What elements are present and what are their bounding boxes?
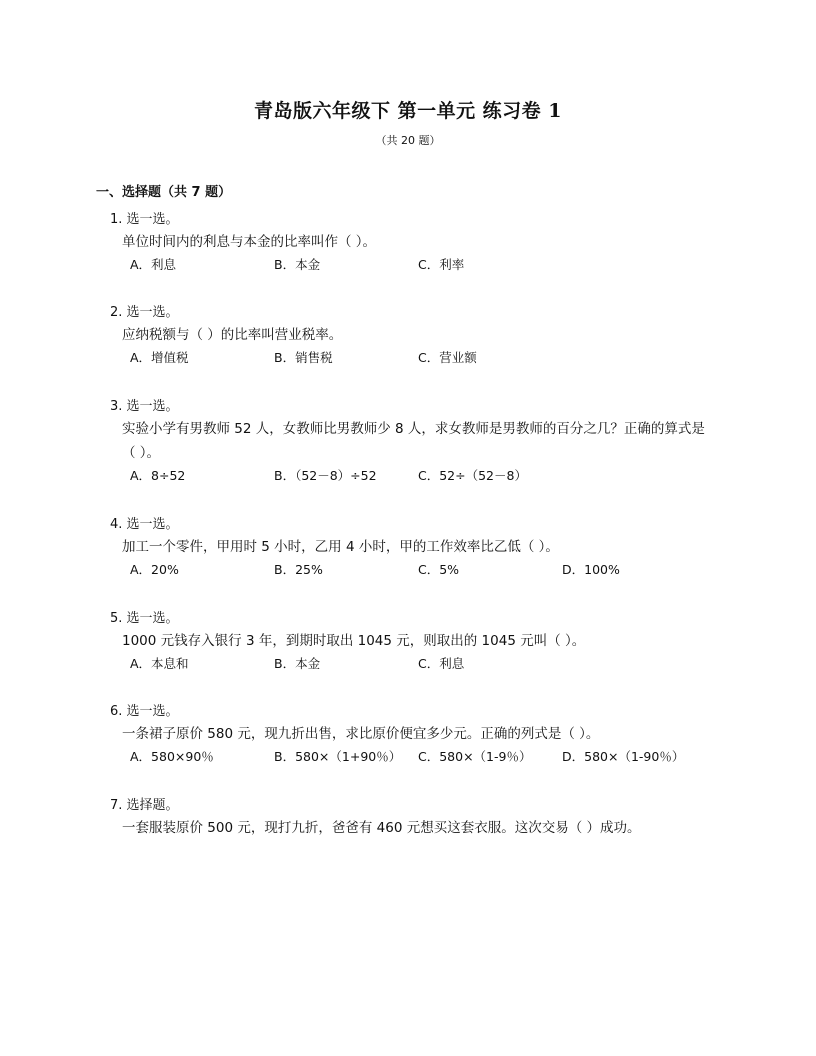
question-1 xyxy=(110,210,740,278)
section-heading: 一、选择题（共 7 题） xyxy=(96,185,232,200)
question-6 xyxy=(110,702,740,770)
question-stem: 加工一个零件，甲用时 5 小时，乙用 4 小时，甲的工作效率比乙低（ ）。 xyxy=(122,539,559,555)
option-b[interactable]: B．销售税 xyxy=(274,350,333,365)
question-stem: 一套服装原价 500 元，现打九折，爸爸有 460 元想买这套衣服。这次交易（ ）成功。 xyxy=(122,820,641,836)
question-number: 5. 选一选。 xyxy=(110,611,179,626)
option-b[interactable]: B．本金 xyxy=(274,656,321,671)
page-subtitle: （共 20 题） xyxy=(375,134,441,147)
question-2 xyxy=(110,303,740,371)
question-4 xyxy=(110,515,740,583)
question-stem: 一条裙子原价 580 元，现九折出售，求比原价便宜多少元。正确的列式是（ ）。 xyxy=(122,726,600,742)
option-row xyxy=(110,653,740,677)
option-a[interactable]: A．利息 xyxy=(130,257,177,272)
question-stem: 应纳税额与（ ）的比率叫营业税率。 xyxy=(122,327,343,343)
option-c[interactable]: C．5% xyxy=(418,562,460,577)
question-3 xyxy=(110,397,740,489)
question-number: 6. 选一选。 xyxy=(110,704,179,719)
option-c[interactable]: C．580×（1-9％） xyxy=(418,749,532,764)
question-number: 7. 选择题。 xyxy=(110,798,179,813)
option-b[interactable]: B．本金 xyxy=(274,257,321,272)
question-stem: 1000 元钱存入银行 3 年，到期时取出 1045 元，则取出的 1045 元叫（ ）。 xyxy=(122,633,586,649)
option-a[interactable]: A．本息和 xyxy=(130,656,189,671)
option-b[interactable]: B．580×（1+90％） xyxy=(274,749,402,764)
option-row xyxy=(110,347,740,371)
option-c[interactable]: C．52÷（52－8） xyxy=(418,468,527,483)
option-a[interactable]: A．8÷52 xyxy=(130,468,186,483)
question-number: 3. 选一选。 xyxy=(110,399,179,414)
option-row xyxy=(110,559,740,583)
option-a[interactable]: A．20% xyxy=(130,562,179,577)
question-stem: 单位时间内的利息与本金的比率叫作（ ）。 xyxy=(122,234,377,250)
page-title: 青岛版六年级下 第一单元 练习卷 1 xyxy=(253,100,563,122)
option-a[interactable]: A．增值税 xyxy=(130,350,189,365)
option-b[interactable]: B．25% xyxy=(274,562,323,577)
option-c[interactable]: C．营业额 xyxy=(418,350,477,365)
option-d[interactable]: D．580×（1-90％） xyxy=(562,749,685,764)
question-number: 2. 选一选。 xyxy=(110,305,179,320)
option-b[interactable]: B．（52－8）÷52 xyxy=(274,468,377,483)
question-7 xyxy=(110,796,740,840)
option-row xyxy=(110,254,740,278)
option-d[interactable]: D．100% xyxy=(562,562,620,577)
question-5 xyxy=(110,609,740,677)
option-c[interactable]: C．利息 xyxy=(418,656,465,671)
question-stem: 实验小学有男教师 52 人，女教师比男教师少 8 人，求女教师是男教师的百分之几？正确的算式是 xyxy=(122,421,705,437)
option-row xyxy=(110,746,740,770)
question-number: 1. 选一选。 xyxy=(110,212,179,227)
option-row xyxy=(110,465,740,489)
question-number: 4. 选一选。 xyxy=(110,517,179,532)
option-a[interactable]: A．580×90％ xyxy=(130,749,214,764)
question-stem-continued: （ ）。 xyxy=(122,445,161,461)
option-c[interactable]: C．利率 xyxy=(418,257,465,272)
